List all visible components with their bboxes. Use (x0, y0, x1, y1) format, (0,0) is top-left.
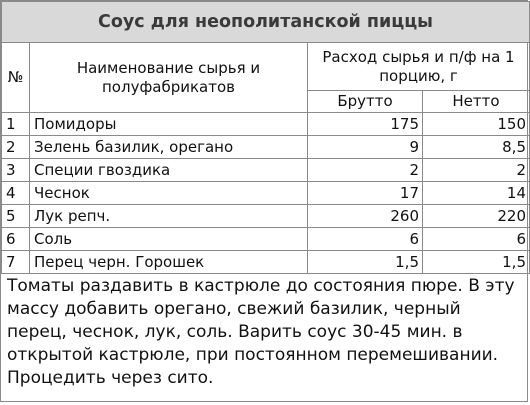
row-gross: 6 (308, 228, 423, 251)
header-num: № (2, 43, 30, 113)
table-row (2, 205, 530, 228)
row-net: 8,5 (423, 136, 530, 159)
row-name: Зелень базилик, орегано (30, 136, 308, 159)
table-row (2, 159, 530, 182)
row-num: 4 (2, 182, 30, 205)
row-gross: 9 (308, 136, 423, 159)
row-gross: 260 (308, 205, 423, 228)
header-name: Наименование сырья и полуфабрикатов (30, 43, 308, 113)
table-row (2, 113, 530, 136)
row-gross: 1,5 (308, 251, 423, 274)
row-net: 2 (423, 159, 530, 182)
row-name: Чеснок (30, 182, 308, 205)
row-net: 14 (423, 182, 530, 205)
table-row (2, 251, 530, 274)
row-name: Перец черн. Горошек (30, 251, 308, 274)
row-net: 1,5 (423, 251, 530, 274)
row-name: Специи гвоздика (30, 159, 308, 182)
row-net: 150 (423, 113, 530, 136)
row-name: Помидоры (30, 113, 308, 136)
recipe-title: Соус для неополитанской пиццы (2, 2, 530, 43)
row-num: 5 (2, 205, 30, 228)
row-num: 2 (2, 136, 30, 159)
table-row (2, 136, 530, 159)
row-name: Лук репч. (30, 205, 308, 228)
header-net: Нетто (423, 91, 530, 113)
row-num: 3 (2, 159, 30, 182)
table-row (2, 182, 530, 205)
cooking-instructions: Томаты раздавить в кастрюле до состояния пюре. В эту массу добавить орегано, свежий базилик, черный перец, чеснок, лук, соль. Варить соус 30-45 мин. в открытой кастрюле, при постоянном перемешивании. Процедить через сито. (7, 276, 515, 388)
row-name: Соль (30, 228, 308, 251)
table-row (2, 228, 530, 251)
header-gross: Брутто (308, 91, 423, 113)
recipe-table (1, 1, 530, 274)
row-num: 7 (2, 251, 30, 274)
row-net: 220 (423, 205, 530, 228)
row-gross: 2 (308, 159, 423, 182)
row-num: 1 (2, 113, 30, 136)
row-gross: 175 (308, 113, 423, 136)
row-net: 6 (423, 228, 530, 251)
row-num: 6 (2, 228, 30, 251)
header-consumption: Расход сырья и п/ф на 1 порцию, г (308, 43, 530, 91)
row-gross: 17 (308, 182, 423, 205)
